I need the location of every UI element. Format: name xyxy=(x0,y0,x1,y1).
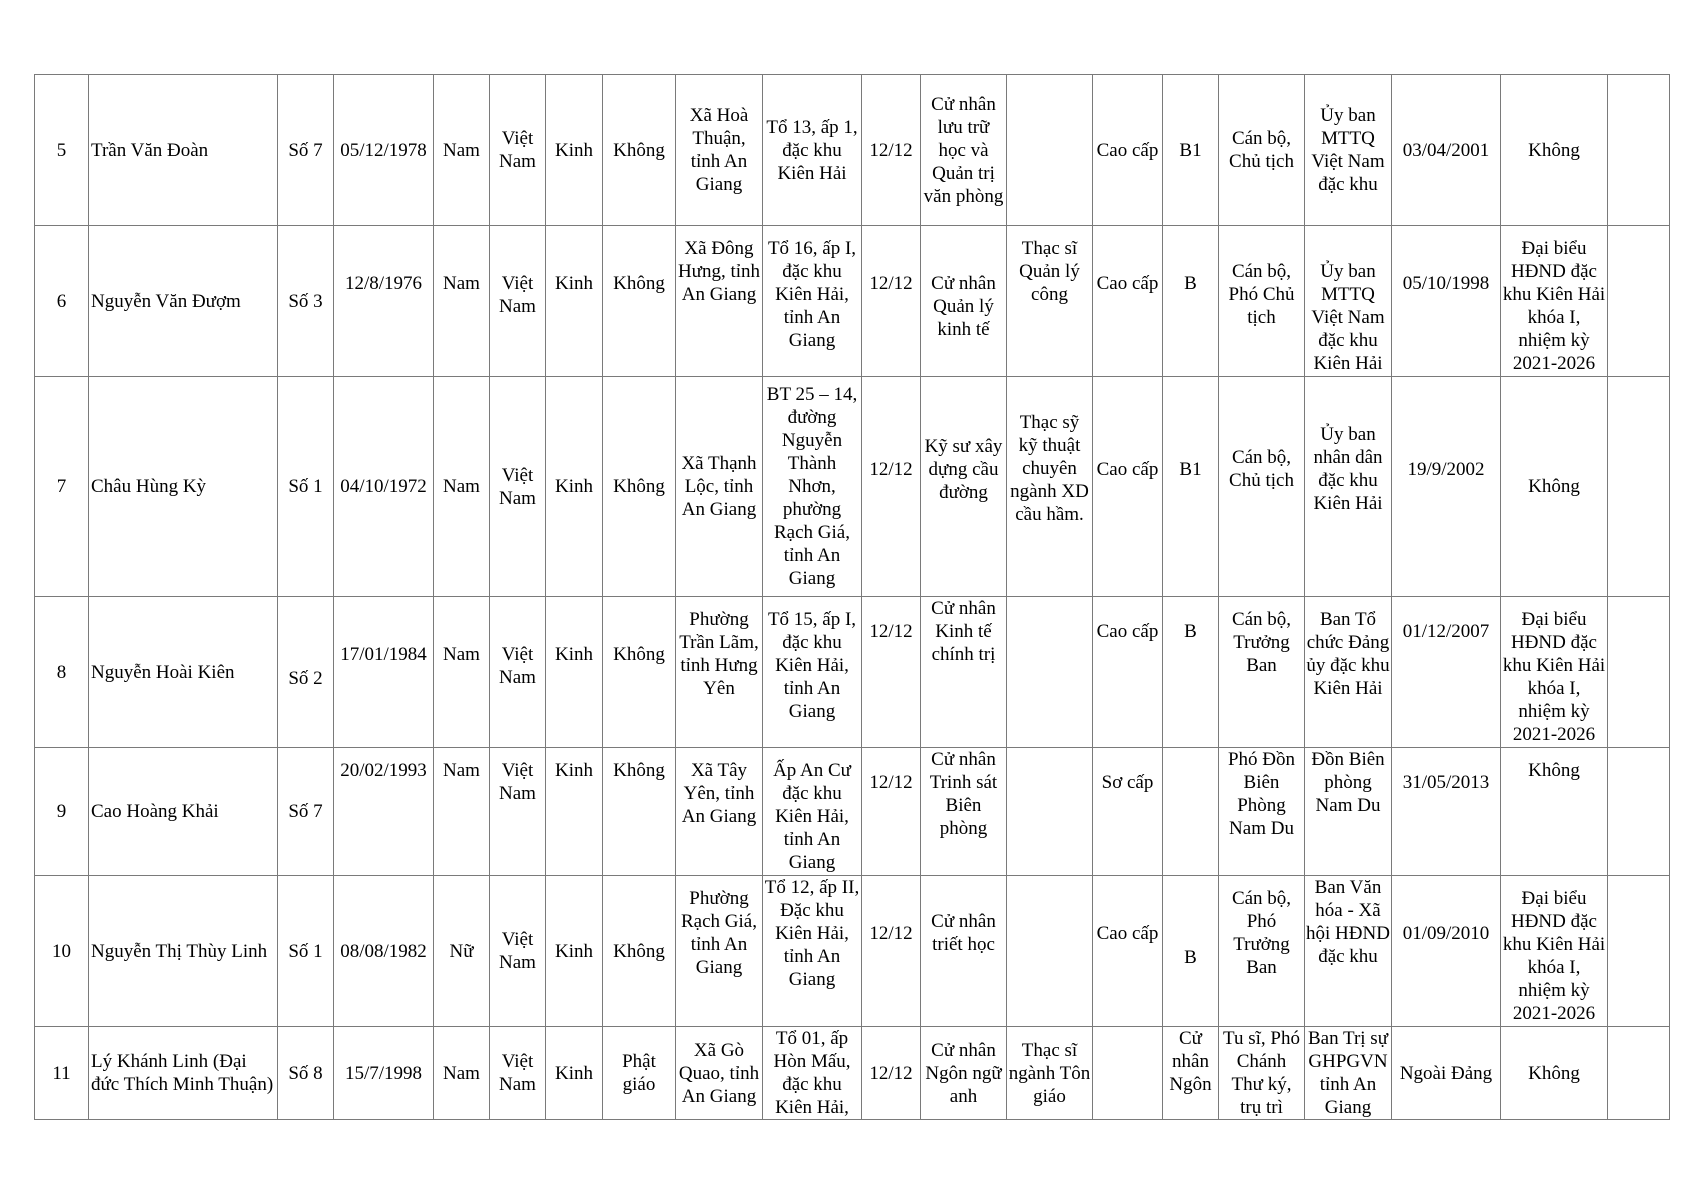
table-row xyxy=(35,75,1670,226)
position-cell: Cán bộ, Phó Trưởng Ban xyxy=(1219,876,1305,1027)
nationality-cell: Việt Nam xyxy=(490,377,546,597)
major-cell: Cử nhân Kinh tế chính trị xyxy=(921,597,1007,748)
general-edu-cell: 12/12 xyxy=(862,748,921,876)
position-cell: Cán bộ, Chủ tịch xyxy=(1219,377,1305,597)
party-date-cell: 31/05/2013 xyxy=(1392,748,1501,876)
gender-cell: Nam xyxy=(434,597,490,748)
residence-cell: BT 25 – 14, đường Nguyễn Thành Nhơn, phường Rạch Giá, tỉnh An Giang xyxy=(763,377,862,597)
note-cell xyxy=(1608,75,1670,226)
general-edu-cell: 12/12 xyxy=(862,876,921,1027)
unit-cell: Số 7 xyxy=(278,748,334,876)
party-date-cell: 01/09/2010 xyxy=(1392,876,1501,1027)
degree-cell xyxy=(1007,748,1093,876)
language-cell: Cử nhân Ngôn xyxy=(1163,1027,1219,1120)
nationality-cell: Việt Nam xyxy=(490,75,546,226)
position-cell: Tu sĩ, Phó Chánh Thư ký, trụ trì xyxy=(1219,1027,1305,1120)
name-cell: Châu Hùng Kỳ xyxy=(89,377,278,597)
stt-cell: 11 xyxy=(35,1027,89,1120)
note-cell xyxy=(1608,748,1670,876)
name-cell: Lý Khánh Linh (Đại đức Thích Minh Thuận) xyxy=(89,1027,278,1120)
political-cell: Cao cấp xyxy=(1093,226,1163,377)
political-cell xyxy=(1093,1027,1163,1120)
stt-cell: 5 xyxy=(35,75,89,226)
delegate-cell: Đại biểu HĐND đặc khu Kiên Hải khóa I, nhiệm kỳ 2021-2026 xyxy=(1501,226,1608,377)
workplace-cell: Ủy ban MTTQ Việt Nam đặc khu xyxy=(1305,75,1392,226)
general-edu-cell: 12/12 xyxy=(862,377,921,597)
table-row xyxy=(35,748,1670,876)
language-cell: B xyxy=(1163,226,1219,377)
stt-cell: 7 xyxy=(35,377,89,597)
gender-cell: Nam xyxy=(434,1027,490,1120)
nationality-cell: Việt Nam xyxy=(490,226,546,377)
language-cell: B xyxy=(1163,597,1219,748)
major-cell: Kỹ sư xây dựng cầu đường xyxy=(921,377,1007,597)
degree-cell: Thạc sĩ Quản lý công xyxy=(1007,226,1093,377)
unit-cell: Số 1 xyxy=(278,377,334,597)
position-cell: Cán bộ, Chủ tịch xyxy=(1219,75,1305,226)
party-date-cell: 03/04/2001 xyxy=(1392,75,1501,226)
nationality-cell: Việt Nam xyxy=(490,748,546,876)
stt-cell: 10 xyxy=(35,876,89,1027)
major-cell: Cử nhân Trinh sát Biên phòng xyxy=(921,748,1007,876)
hometown-cell: Xã Đông Hưng, tỉnh An Giang xyxy=(676,226,763,377)
dob-cell: 08/08/1982 xyxy=(334,876,434,1027)
political-cell: Cao cấp xyxy=(1093,876,1163,1027)
delegate-cell: Không xyxy=(1501,75,1608,226)
ethnicity-cell: Kinh xyxy=(546,377,603,597)
party-date-cell: 05/10/1998 xyxy=(1392,226,1501,377)
party-date-cell: 01/12/2007 xyxy=(1392,597,1501,748)
residence-cell: Tổ 12, ấp II, Đặc khu Kiên Hải, tỉnh An Giang xyxy=(763,876,862,1027)
religion-cell: Không xyxy=(603,75,676,226)
major-cell: Cử nhân Quản lý kinh tế xyxy=(921,226,1007,377)
dob-cell: 17/01/1984 xyxy=(334,597,434,748)
hometown-cell: Xã Gò Quao, tỉnh An Giang xyxy=(676,1027,763,1120)
dob-cell: 05/12/1978 xyxy=(334,75,434,226)
dob-cell: 15/7/1998 xyxy=(334,1027,434,1120)
delegate-cell: Không xyxy=(1501,1027,1608,1120)
nationality-cell: Việt Nam xyxy=(490,1027,546,1120)
language-cell: B xyxy=(1163,876,1219,1027)
position-cell: Phó Đồn Biên Phòng Nam Du xyxy=(1219,748,1305,876)
unit-cell: Số 7 xyxy=(278,75,334,226)
party-date-cell: Ngoài Đảng xyxy=(1392,1027,1501,1120)
residence-cell: Tổ 13, ấp 1, đặc khu Kiên Hải xyxy=(763,75,862,226)
workplace-cell: Ủy ban nhân dân đặc khu Kiên Hải xyxy=(1305,377,1392,597)
ethnicity-cell: Kinh xyxy=(546,748,603,876)
general-edu-cell: 12/12 xyxy=(862,1027,921,1120)
residence-cell: Tổ 16, ấp I, đặc khu Kiên Hải, tỉnh An Giang xyxy=(763,226,862,377)
note-cell xyxy=(1608,226,1670,377)
table-row xyxy=(35,226,1670,377)
delegate-cell: Không xyxy=(1501,377,1608,597)
residence-cell: Tổ 01, ấp Hòn Mấu, đặc khu Kiên Hải, xyxy=(763,1027,862,1120)
stt-cell: 6 xyxy=(35,226,89,377)
dob-cell: 20/02/1993 xyxy=(334,748,434,876)
delegate-cell: Không xyxy=(1501,748,1608,876)
major-cell: Cử nhân triết học xyxy=(921,876,1007,1027)
major-cell: Cử nhân Ngôn ngữ anh xyxy=(921,1027,1007,1120)
hometown-cell: Phường Rạch Giá, tỉnh An Giang xyxy=(676,876,763,1027)
stt-cell: 8 xyxy=(35,597,89,748)
hometown-cell: Xã Thạnh Lộc, tỉnh An Giang xyxy=(676,377,763,597)
hometown-cell: Xã Tây Yên, tỉnh An Giang xyxy=(676,748,763,876)
name-cell: Cao Hoàng Khải xyxy=(89,748,278,876)
note-cell xyxy=(1608,377,1670,597)
religion-cell: Không xyxy=(603,876,676,1027)
party-date-cell: 19/9/2002 xyxy=(1392,377,1501,597)
political-cell: Cao cấp xyxy=(1093,377,1163,597)
name-cell: Nguyễn Hoài Kiên xyxy=(89,597,278,748)
stt-cell: 9 xyxy=(35,748,89,876)
religion-cell: Không xyxy=(603,748,676,876)
unit-cell: Số 8 xyxy=(278,1027,334,1120)
workplace-cell: Ban Tổ chức Đảng ủy đặc khu Kiên Hải xyxy=(1305,597,1392,748)
language-cell: B1 xyxy=(1163,377,1219,597)
candidate-table xyxy=(34,74,1670,1120)
gender-cell: Nam xyxy=(434,75,490,226)
ethnicity-cell: Kinh xyxy=(546,75,603,226)
gender-cell: Nam xyxy=(434,226,490,377)
table-row xyxy=(35,876,1670,1027)
ethnicity-cell: Kinh xyxy=(546,597,603,748)
unit-cell: Số 3 xyxy=(278,226,334,377)
note-cell xyxy=(1608,1027,1670,1120)
position-cell: Cán bộ, Trưởng Ban xyxy=(1219,597,1305,748)
ethnicity-cell: Kinh xyxy=(546,1027,603,1120)
political-cell: Sơ cấp xyxy=(1093,748,1163,876)
delegate-cell: Đại biểu HĐND đặc khu Kiên Hải khóa I, nhiệm kỳ 2021-2026 xyxy=(1501,876,1608,1027)
note-cell xyxy=(1608,597,1670,748)
table-row xyxy=(35,1027,1670,1120)
gender-cell: Nam xyxy=(434,377,490,597)
major-cell: Cử nhân lưu trữ học và Quản trị văn phòng xyxy=(921,75,1007,226)
general-edu-cell: 12/12 xyxy=(862,597,921,748)
nationality-cell: Việt Nam xyxy=(490,876,546,1027)
degree-cell xyxy=(1007,876,1093,1027)
hometown-cell: Xã Hoà Thuận, tỉnh An Giang xyxy=(676,75,763,226)
general-edu-cell: 12/12 xyxy=(862,226,921,377)
unit-cell: Số 2 xyxy=(278,597,334,748)
note-cell xyxy=(1608,876,1670,1027)
dob-cell: 04/10/1972 xyxy=(334,377,434,597)
workplace-cell: Ban Văn hóa - Xã hội HĐND đặc khu xyxy=(1305,876,1392,1027)
residence-cell: Ấp An Cư đặc khu Kiên Hải, tỉnh An Giang xyxy=(763,748,862,876)
table-row xyxy=(35,597,1670,748)
gender-cell: Nữ xyxy=(434,876,490,1027)
political-cell: Cao cấp xyxy=(1093,597,1163,748)
language-cell xyxy=(1163,748,1219,876)
religion-cell: Không xyxy=(603,597,676,748)
degree-cell xyxy=(1007,75,1093,226)
workplace-cell: Đồn Biên phòng Nam Du xyxy=(1305,748,1392,876)
degree-cell xyxy=(1007,597,1093,748)
name-cell: Trần Văn Đoàn xyxy=(89,75,278,226)
position-cell: Cán bộ, Phó Chủ tịch xyxy=(1219,226,1305,377)
table-row xyxy=(35,377,1670,597)
residence-cell: Tổ 15, ấp I, đặc khu Kiên Hải, tỉnh An Giang xyxy=(763,597,862,748)
hometown-cell: Phường Trần Lãm, tỉnh Hưng Yên xyxy=(676,597,763,748)
degree-cell: Thạc sỹ kỹ thuật chuyên ngành XD cầu hầm. xyxy=(1007,377,1093,597)
ethnicity-cell: Kinh xyxy=(546,226,603,377)
name-cell: Nguyễn Thị Thùy Linh xyxy=(89,876,278,1027)
gender-cell: Nam xyxy=(434,748,490,876)
religion-cell: Phật giáo xyxy=(603,1027,676,1120)
religion-cell: Không xyxy=(603,226,676,377)
nationality-cell: Việt Nam xyxy=(490,597,546,748)
religion-cell: Không xyxy=(603,377,676,597)
name-cell: Nguyễn Văn Đượm xyxy=(89,226,278,377)
general-edu-cell: 12/12 xyxy=(862,75,921,226)
language-cell: B1 xyxy=(1163,75,1219,226)
workplace-cell: Ủy ban MTTQ Việt Nam đặc khu Kiên Hải xyxy=(1305,226,1392,377)
workplace-cell: Ban Trị sự GHPGVN tỉnh An Giang xyxy=(1305,1027,1392,1120)
dob-cell: 12/8/1976 xyxy=(334,226,434,377)
political-cell: Cao cấp xyxy=(1093,75,1163,226)
unit-cell: Số 1 xyxy=(278,876,334,1027)
ethnicity-cell: Kinh xyxy=(546,876,603,1027)
degree-cell: Thạc sĩ ngành Tôn giáo xyxy=(1007,1027,1093,1120)
delegate-cell: Đại biểu HĐND đặc khu Kiên Hải khóa I, nhiệm kỳ 2021-2026 xyxy=(1501,597,1608,748)
